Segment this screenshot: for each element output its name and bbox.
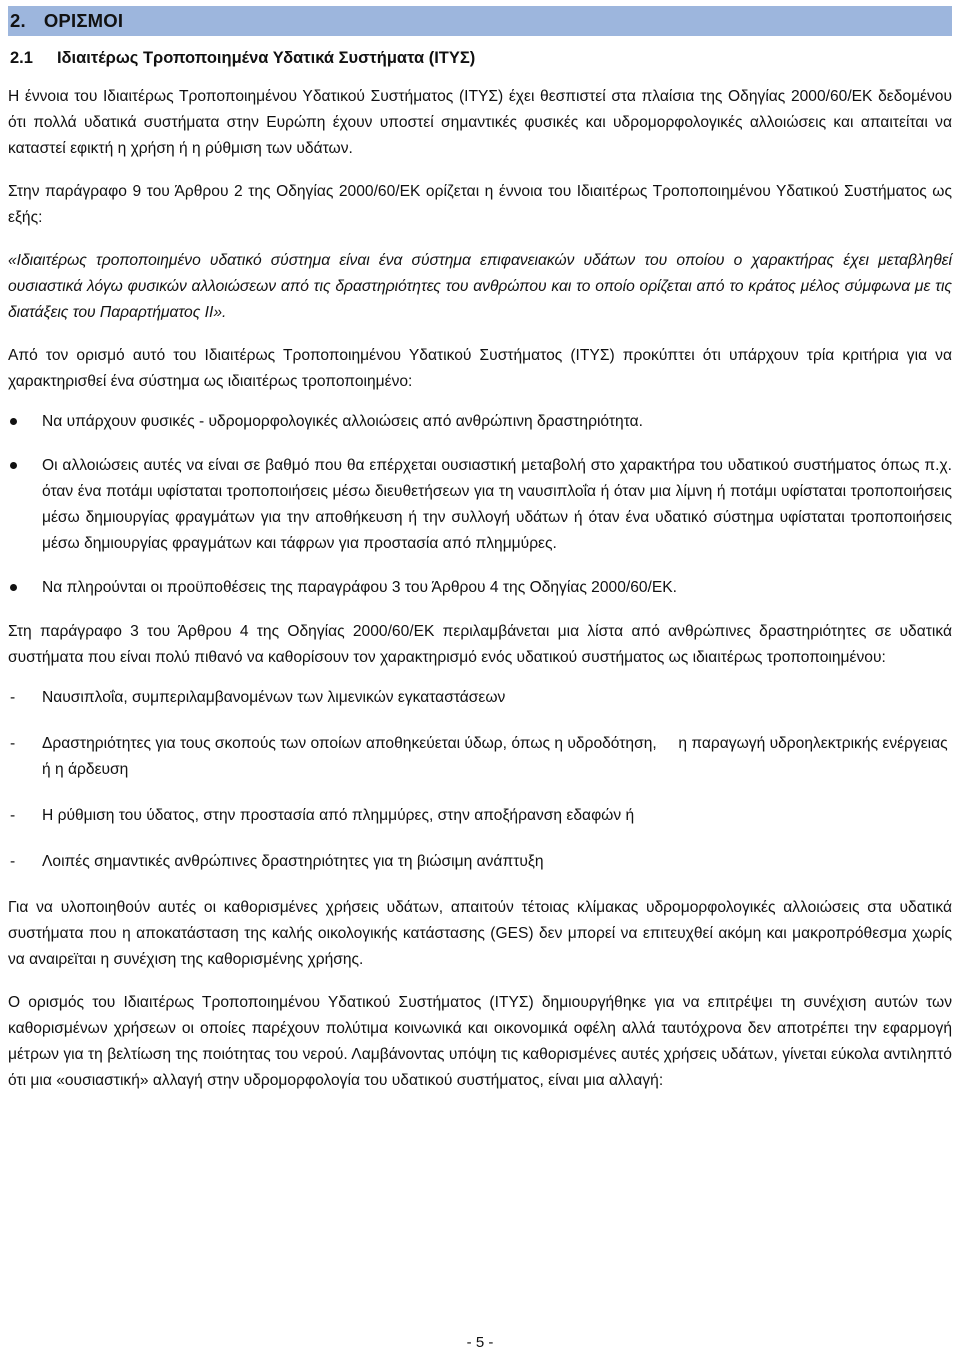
criteria-item xyxy=(8,575,952,601)
activity-item xyxy=(8,849,952,875)
bullet-icon xyxy=(10,418,17,425)
criteria-item xyxy=(8,453,952,557)
conclusion-paragraph: Ο ορισμός του Ιδιαιτέρως Τροποποιημένου Υδατικού Συστήματος (ΙΤΥΣ) δημιουργήθηκε για να επιτρέψει τη συνέχιση αυτών των καθορισμένων χρήσεων οι οποίες παρέχουν πολύτιμα κοινωνικά και οικονομικά οφέλη αλλά ταυτόχρονα δεν αποτρέπει την εφαρμογή μέτρων για τη βελτίωση της ποιότητας του νερού. Λαμβάνοντας υπόψη τις καθορισμένες αυτές χρήσεις υδάτων, γίνεται εύκολα αντιληπτό ότι μια «ουσιαστική» αλλαγή στην υδρομορφολογία του υδατικού συστήματος, είναι μια αλλαγή: xyxy=(8,994,952,1089)
dash-marker: - xyxy=(10,689,16,706)
activity-item-text: Δραστηριότητες για τους σκοπούς των οποίων αποθηκεύεται ύδωρ, όπως η υδροδότηση, η παραγωγή υδροηλεκτρικής ενέργειας ή η άρδευση xyxy=(42,735,953,778)
section-heading xyxy=(8,6,952,36)
activities-list xyxy=(8,685,952,875)
section-number: 2. xyxy=(10,10,26,31)
activity-item-text: Η ρύθμιση του ύδατος, στην προστασία από πλημμύρες, στην αποξήρανση εδαφών ή xyxy=(42,807,635,824)
criteria-item-text: Να πληρούνται οι προϋποθέσεις της παραγράφου 3 του Άρθρου 4 της Οδηγίας 2000/60/ΕΚ. xyxy=(42,579,678,596)
activities-intro-paragraph: Στη παράγραφο 3 του Άρθρου 4 της Οδηγίας 2000/60/ΕΚ περιλαμβάνεται μια λίστα από ανθρώπινες δραστηριότητες σε υδατικά συστήματα που είναι πολύ πιθανό να καθορίσουν τον χαρακτηρισμό ενός υδατικού συστήματος ως ιδιαιτέρως τροποποιημένου: xyxy=(8,623,952,666)
criteria-item-text: Να υπάρχουν φυσικές - υδρομορφολογικές αλλοιώσεις από ανθρώπινη δραστηριότητα. xyxy=(42,413,643,430)
dash-marker: - xyxy=(10,807,16,824)
criteria-list xyxy=(8,409,952,601)
subsection-number: 2.1 xyxy=(10,48,33,67)
criteria-item-text: Οι αλλοιώσεις αυτές να είναι σε βαθμό που θα επέρχεται ουσιαστική μεταβολή στο χαρακτήρα του υδατικού συστήματος όπως π.χ. όταν ένα ποτάμι υφίσταται τροποποιήσεις μέσω διευθετήσεων για τη ναυσιπλοΐα ή όταν μια λίμνη ή ποτάμι υφίσταται τροποποιήσεις μέσω δημιουργίας φραγμάτων για την αποθήκευση ή την συλλογή υδάτων ή όταν ένα υδατικό σύστημα υφίσταται τροποποιήσεις μέσω δημιουργίας φραγμάτων και τάφρων για προστασία από πλημμύρες. xyxy=(42,457,952,552)
page-number: - 5 - xyxy=(466,1334,494,1351)
activity-item-text: Λοιπές σημαντικές ανθρώπινες δραστηριότητες για τη βιώσιμη ανάπτυξη xyxy=(42,853,544,870)
criteria-item xyxy=(8,409,952,435)
activity-item-text: Ναυσιπλοΐα, συμπεριλαμβανομένων των λιμενικών εγκαταστάσεων xyxy=(42,689,506,706)
bullet-icon xyxy=(10,584,17,591)
bullet-icon xyxy=(10,462,17,469)
criteria-intro-paragraph: Από τον ορισμό αυτό του Ιδιαιτέρως Τροποποιημένου Υδατικού Συστήματος (ΙΤΥΣ) προκύπτει ότι υπάρχουν τρία κριτήρια για να χαρακτηρισθεί ένα σύστημα ως ιδιαιτέρως τροποποιημένο: xyxy=(8,347,952,390)
subsection-title: Ιδιαιτέρως Τροποποιημένα Υδατικά Συστήματα (ΙΤΥΣ) xyxy=(56,48,476,67)
definition-quote: «Ιδιαιτέρως τροποποιημένο υδατικό σύστημα είναι ένα σύστημα επιφανειακών υδάτων του οποίου ο χαρακτήρας έχει μεταβληθεί ουσιαστικά λόγω φυσικών αλλοιώσεων από τις δραστηριότητες του ανθρώπου και το οποίο ορίζεται από το κράτος μέλος σύμφωνα με τις διατάξεις του Παραρτήματος II». xyxy=(8,252,952,321)
intro-paragraph: Η έννοια του Ιδιαιτέρως Τροποποιημένου Υδατικού Συστήματος (ΙΤΥΣ) έχει θεσπιστεί στα πλαίσια της Οδηγίας 2000/60/ΕΚ δεδομένου ότι πολλά υδατικά συστήματα στην Ευρώπη έχουν υποστεί σημαντικές φυσικές και υδρομορφολογικές αλλοιώσεις και απαιτείται να καταστεί εφικτή η χρήση ή η ρύθμιση των υδάτων. xyxy=(8,88,952,157)
subsection-heading xyxy=(8,44,952,72)
ges-paragraph: Για να υλοποιηθούν αυτές οι καθορισμένες χρήσεις υδάτων, απαιτούν τέτοιας κλίμακας υδρομορφολογικές αλλοιώσεις στα υδατικά συστήματα που η αποκατάσταση της καλής οικολογικής κατάστασης (GES) δεν μπορεί να επιτευχθεί ακόμη και μακροπρόθεσμα χωρίς να αναιρεϊται η συνέχιση της καθορισμένης χρήσης. xyxy=(8,899,952,968)
activity-item xyxy=(8,731,952,783)
activity-item xyxy=(8,803,952,829)
document-page xyxy=(8,6,952,1094)
section-title: ΟΡΙΣΜΟΙ xyxy=(43,10,124,31)
dash-marker: - xyxy=(10,735,16,752)
activity-item xyxy=(8,685,952,711)
dash-marker: - xyxy=(10,853,16,870)
article-reference-paragraph: Στην παράγραφο 9 του Άρθρου 2 της Οδηγίας 2000/60/ΕΚ ορίζεται η έννοια του Ιδιαιτέρως Τροποποιημένου Υδατικού Συστήματος ως εξής: xyxy=(8,183,952,226)
